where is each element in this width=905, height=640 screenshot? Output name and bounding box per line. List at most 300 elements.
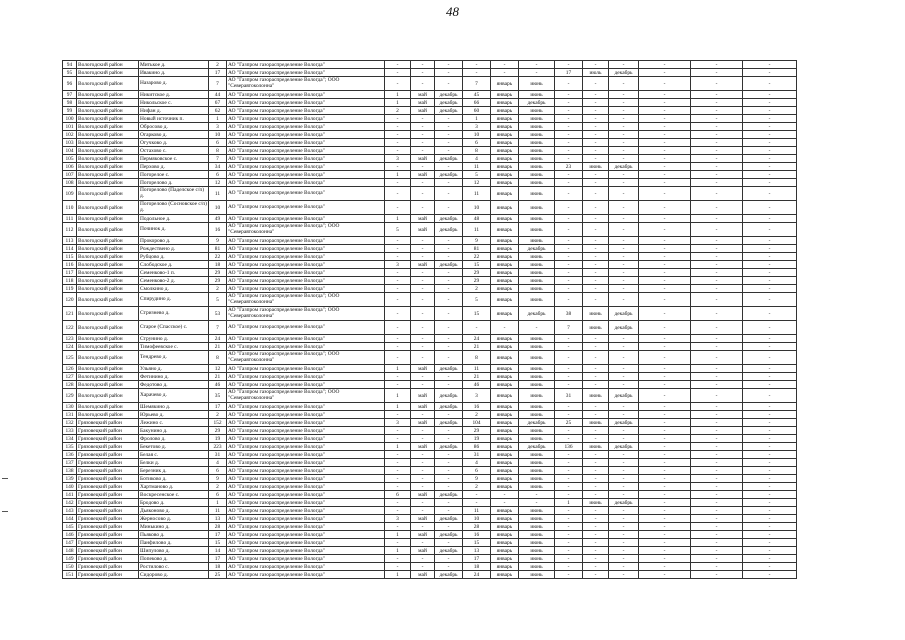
cell-stage1-end: - [435,475,463,483]
cell-stage2-count: 15 [463,307,491,321]
cell-stage2-end: июнь [519,571,555,579]
table-row [63,91,797,99]
cell-stage3-count: - [555,99,583,107]
cell-extra-1: - [639,107,691,115]
cell-settlement: Минькино д. [139,523,209,531]
cell-extra-3: - [743,99,797,107]
cell-stage2-count: - [463,499,491,507]
cell-stage1-end: - [435,69,463,77]
cell-stage1-count: 6 [385,491,411,499]
cell-extra-2: - [691,373,743,381]
cell-stage3-end: - [609,277,639,285]
cell-stage2-end: июнь [519,435,555,443]
cell-stage1-start: май [411,261,435,269]
cell-row-number: 125 [63,351,77,365]
cell-stage3-count: - [555,351,583,365]
table-row [63,435,797,443]
cell-stage1-start: - [411,201,435,215]
cell-stage2-count: 4 [463,155,491,163]
cell-district: Вологодский район [77,115,139,123]
cell-district: Грязовецкий район [77,475,139,483]
cell-stage2-end: июнь [519,201,555,215]
table-row [63,427,797,435]
cell-total-count: 2 [209,483,227,491]
table-row [63,411,797,419]
cell-stage3-start: - [583,365,609,373]
cell-stage3-end: - [609,77,639,91]
cell-stage2-count: 12 [463,179,491,187]
cell-stage2-start: январь [491,547,519,555]
cell-stage1-count: - [385,253,411,261]
cell-stage2-end: - [519,321,555,335]
cell-stage1-start: - [411,293,435,307]
cell-settlement: Нифан д. [139,107,209,115]
table-row [63,237,797,245]
cell-district: Вологодский район [77,131,139,139]
cell-stage3-start: - [583,115,609,123]
cell-stage1-count: - [385,335,411,343]
cell-district: Вологодский район [77,215,139,223]
cell-stage3-count: - [555,139,583,147]
cell-stage1-end: декабрь [435,443,463,451]
cell-stage3-start: - [583,223,609,237]
cell-stage2-count: 6 [463,139,491,147]
cell-stage1-count: 1 [385,389,411,403]
cell-stage1-start: - [411,435,435,443]
cell-organization: АО "Газпром газораспределение Вологда" [227,507,385,515]
cell-district: Вологодский район [77,307,139,321]
cell-stage3-start: - [583,427,609,435]
cell-stage1-end: - [435,343,463,351]
cell-stage1-end: - [435,483,463,491]
cell-stage3-end: декабрь [609,69,639,77]
cell-stage2-start: январь [491,285,519,293]
cell-stage2-start: январь [491,307,519,321]
cell-extra-3: - [743,155,797,163]
margin-mark [2,511,8,512]
cell-district: Грязовецкий район [77,451,139,459]
gasification-schedule-table [62,60,797,579]
cell-district: Вологодский район [77,223,139,237]
cell-district: Грязовецкий район [77,467,139,475]
cell-stage2-count: 6 [463,467,491,475]
cell-total-count: 7 [209,321,227,335]
page-number: 48 [446,4,459,19]
cell-stage2-end: июнь [519,131,555,139]
cell-stage3-count: - [555,531,583,539]
cell-stage2-count: 15 [463,261,491,269]
cell-stage2-count: 29 [463,277,491,285]
cell-stage2-end: июнь [519,507,555,515]
cell-stage3-start: - [583,245,609,253]
cell-total-count: 25 [209,571,227,579]
cell-stage2-count: 48 [463,215,491,223]
cell-settlement: Федотово д. [139,381,209,389]
cell-stage2-start: январь [491,531,519,539]
cell-stage1-end: - [435,373,463,381]
cell-organization: АО "Газпром газораспределение Вологда" [227,107,385,115]
cell-stage1-start: - [411,61,435,69]
cell-stage1-end: декабрь [435,91,463,99]
cell-stage1-end: - [435,285,463,293]
cell-stage2-end: - [519,499,555,507]
cell-stage2-end: июнь [519,459,555,467]
table-row [63,293,797,307]
cell-stage1-end: декабрь [435,261,463,269]
cell-stage1-end: декабрь [435,215,463,223]
cell-stage3-count: - [555,115,583,123]
cell-settlement: Ульяно д. [139,365,209,373]
cell-extra-3: - [743,237,797,245]
cell-stage1-end: декабрь [435,515,463,523]
cell-extra-1: - [639,293,691,307]
cell-extra-2: - [691,253,743,261]
cell-total-count: 49 [209,215,227,223]
cell-total-count: 7 [209,155,227,163]
cell-row-number: 122 [63,321,77,335]
cell-extra-2: - [691,91,743,99]
cell-organization: АО "Газпром газораспределение Вологда" [227,459,385,467]
cell-extra-1: - [639,343,691,351]
table-row [63,547,797,555]
cell-stage2-start: январь [491,381,519,389]
cell-stage3-end: - [609,147,639,155]
cell-stage2-end: июнь [519,123,555,131]
cell-stage2-start: январь [491,261,519,269]
cell-stage2-end: июнь [519,179,555,187]
cell-stage1-start: май [411,547,435,555]
cell-stage1-end: - [435,335,463,343]
cell-settlement: Харачево д. [139,389,209,403]
cell-extra-1: - [639,335,691,343]
cell-organization: АО "Газпром газораспределение Вологда" [227,381,385,389]
cell-district: Вологодский район [77,163,139,171]
cell-stage1-count: - [385,285,411,293]
cell-stage3-end: - [609,427,639,435]
cell-stage1-end: - [435,237,463,245]
cell-settlement: Обросово д. [139,123,209,131]
cell-extra-3: - [743,467,797,475]
cell-stage2-end: июнь [519,277,555,285]
cell-stage2-start: январь [491,115,519,123]
cell-stage1-end: - [435,253,463,261]
cell-organization: АО "Газпром газораспределение Вологда" [227,269,385,277]
cell-stage2-count: 5 [463,171,491,179]
cell-district: Грязовецкий район [77,563,139,571]
cell-stage2-end: декабрь [519,443,555,451]
cell-stage2-count: 2 [463,483,491,491]
cell-extra-3: - [743,373,797,381]
cell-stage3-start: - [583,99,609,107]
cell-extra-3: - [743,187,797,201]
table-row [63,163,797,171]
cell-stage3-count: - [555,187,583,201]
cell-stage2-start: январь [491,539,519,547]
cell-extra-3: - [743,563,797,571]
cell-total-count: 35 [209,389,227,403]
cell-stage1-count: - [385,451,411,459]
table-row [63,571,797,579]
table-row [63,499,797,507]
cell-settlement: Юрьево д. [139,411,209,419]
cell-stage1-count: - [385,277,411,285]
cell-stage1-start: май [411,91,435,99]
cell-settlement: Ботиково д. [139,475,209,483]
cell-stage1-end: - [435,139,463,147]
cell-stage1-count: - [385,131,411,139]
cell-stage2-start: январь [491,451,519,459]
cell-extra-2: - [691,523,743,531]
cell-stage1-count: 1 [385,99,411,107]
cell-extra-2: - [691,365,743,373]
table-row [63,307,797,321]
cell-stage2-start: январь [491,403,519,411]
cell-settlement: Ивакино д. [139,69,209,77]
cell-row-number: 115 [63,253,77,261]
cell-organization: АО "Газпром газораспределение Вологда" [227,215,385,223]
cell-extra-3: - [743,269,797,277]
cell-stage1-count: 3 [385,419,411,427]
table-row [63,253,797,261]
cell-extra-1: - [639,245,691,253]
cell-district: Грязовецкий район [77,547,139,555]
cell-stage2-end: июнь [519,563,555,571]
cell-extra-2: - [691,499,743,507]
cell-extra-1: - [639,155,691,163]
cell-extra-2: - [691,555,743,563]
cell-stage2-start: январь [491,245,519,253]
cell-stage1-start: май [411,419,435,427]
cell-stage1-end: - [435,507,463,515]
cell-extra-3: - [743,555,797,563]
cell-stage2-end: июнь [519,475,555,483]
cell-stage3-end: - [609,215,639,223]
table-row [63,139,797,147]
cell-stage2-count: 66 [463,99,491,107]
cell-stage1-end: - [435,61,463,69]
cell-stage3-end: - [609,373,639,381]
cell-district: Вологодский район [77,293,139,307]
cell-stage2-start: январь [491,293,519,307]
cell-row-number: 126 [63,365,77,373]
cell-settlement: Сидорово д. [139,571,209,579]
cell-row-number: 134 [63,435,77,443]
table-row [63,475,797,483]
cell-stage2-count: 11 [463,365,491,373]
cell-stage2-end: июнь [519,223,555,237]
cell-row-number: 123 [63,335,77,343]
cell-settlement: Лежино с. [139,419,209,427]
cell-district: Вологодский район [77,107,139,115]
cell-stage3-end: - [609,261,639,269]
cell-stage1-start: май [411,389,435,403]
cell-stage1-count: - [385,507,411,515]
cell-extra-3: - [743,77,797,91]
cell-stage2-start: январь [491,571,519,579]
cell-district: Вологодский район [77,91,139,99]
cell-row-number: 94 [63,61,77,69]
table-row [63,335,797,343]
cell-extra-1: - [639,523,691,531]
cell-stage3-start: - [583,107,609,115]
cell-stage2-end: июнь [519,467,555,475]
cell-organization: АО "Газпром газораспределение Вологда" [227,115,385,123]
cell-extra-3: - [743,171,797,179]
cell-stage2-end: июнь [519,107,555,115]
cell-stage3-count: 23 [555,163,583,171]
cell-stage3-start: июнь [583,321,609,335]
cell-stage1-count: 5 [385,223,411,237]
cell-row-number: 127 [63,373,77,381]
cell-total-count: 81 [209,245,227,253]
cell-total-count: 29 [209,427,227,435]
cell-stage2-start: январь [491,427,519,435]
cell-stage2-end: декабрь [519,307,555,321]
cell-stage3-count: - [555,261,583,269]
cell-row-number: 151 [63,571,77,579]
cell-organization: АО "Газпром газораспределение Вологда" [227,365,385,373]
cell-stage1-start: - [411,307,435,321]
cell-settlement: Погорелово (Паделское с/п) д. [139,187,209,201]
cell-settlement: Пьяково д. [139,531,209,539]
cell-stage3-count: 17 [555,69,583,77]
cell-district: Грязовецкий район [77,507,139,515]
cell-total-count: 3 [209,123,227,131]
cell-organization: АО "Газпром газораспределение Вологда" [227,61,385,69]
cell-organization: АО "Газпром газораспределение Вологда" [227,131,385,139]
cell-row-number: 110 [63,201,77,215]
cell-row-number: 97 [63,91,77,99]
cell-stage3-count: - [555,179,583,187]
cell-total-count: 29 [209,277,227,285]
cell-stage1-end: - [435,467,463,475]
cell-extra-1: - [639,215,691,223]
cell-extra-2: - [691,389,743,403]
cell-district: Вологодский район [77,335,139,343]
cell-stage1-end: декабрь [435,171,463,179]
cell-stage1-count: - [385,459,411,467]
cell-extra-3: - [743,335,797,343]
cell-stage3-end: - [609,523,639,531]
cell-stage3-count: - [555,277,583,285]
cell-extra-1: - [639,381,691,389]
cell-stage1-start: май [411,491,435,499]
cell-settlement: Погорелово д. [139,179,209,187]
cell-stage1-start: - [411,187,435,201]
cell-stage3-count: - [555,107,583,115]
cell-stage3-start: - [583,403,609,411]
cell-stage3-count: - [555,131,583,139]
cell-extra-1: - [639,531,691,539]
cell-stage1-end: - [435,411,463,419]
cell-stage2-count: 4 [463,459,491,467]
cell-stage3-count: - [555,563,583,571]
cell-stage1-end: - [435,381,463,389]
cell-stage2-end: июнь [519,293,555,307]
cell-row-number: 132 [63,419,77,427]
cell-stage2-end: июнь [519,261,555,269]
cell-stage1-count: 1 [385,531,411,539]
cell-organization: АО "Газпром газораспределение Вологда" [227,403,385,411]
cell-stage2-end: июнь [519,253,555,261]
cell-district: Вологодский район [77,253,139,261]
cell-stage3-end: - [609,467,639,475]
cell-district: Вологодский район [77,139,139,147]
cell-district: Грязовецкий район [77,555,139,563]
cell-stage1-start: - [411,381,435,389]
cell-stage2-end: июнь [519,77,555,91]
cell-extra-2: - [691,307,743,321]
cell-district: Вологодский район [77,99,139,107]
cell-organization: АО "Газпром газораспределение Вологда" [227,163,385,171]
cell-stage3-count: - [555,335,583,343]
cell-stage1-start: - [411,131,435,139]
cell-extra-2: - [691,223,743,237]
cell-stage2-start: январь [491,507,519,515]
cell-stage2-count: 31 [463,451,491,459]
cell-extra-2: - [691,467,743,475]
margin-mark [2,478,8,479]
cell-settlement: Слободское д. [139,261,209,269]
cell-stage2-end: декабрь [519,99,555,107]
cell-stage1-start: май [411,403,435,411]
cell-organization: АО "Газпром газораспределение Вологда" [227,253,385,261]
table-row [63,269,797,277]
cell-extra-3: - [743,365,797,373]
cell-stage2-start: январь [491,277,519,285]
cell-stage1-end: декабрь [435,99,463,107]
cell-stage1-count: - [385,307,411,321]
cell-stage1-start: - [411,321,435,335]
cell-total-count: 21 [209,343,227,351]
cell-stage3-end: - [609,107,639,115]
cell-extra-2: - [691,245,743,253]
table-row [63,61,797,69]
cell-extra-1: - [639,69,691,77]
cell-stage2-end: июнь [519,187,555,201]
cell-stage1-end: декабрь [435,389,463,403]
cell-stage1-start: - [411,555,435,563]
cell-stage1-end: - [435,245,463,253]
cell-extra-3: - [743,131,797,139]
cell-stage1-end: - [435,563,463,571]
cell-total-count: 62 [209,107,227,115]
cell-extra-2: - [691,381,743,389]
cell-district: Вологодский район [77,365,139,373]
cell-stage3-count: - [555,77,583,91]
cell-stage2-start: январь [491,187,519,201]
cell-stage2-end: июнь [519,531,555,539]
cell-stage2-end: июнь [519,451,555,459]
cell-stage3-start: - [583,261,609,269]
cell-district: Грязовецкий район [77,523,139,531]
cell-settlement: Починок д. [139,223,209,237]
table-row [63,131,797,139]
cell-stage3-end: декабрь [609,389,639,403]
cell-extra-3: - [743,515,797,523]
cell-stage2-count: - [463,69,491,77]
cell-stage2-end: декабрь [519,419,555,427]
cell-extra-2: - [691,61,743,69]
cell-stage1-end: декабрь [435,107,463,115]
cell-stage1-end: - [435,115,463,123]
cell-stage2-start: - [491,321,519,335]
table-row [63,459,797,467]
cell-extra-3: - [743,475,797,483]
cell-row-number: 102 [63,131,77,139]
cell-stage1-start: - [411,475,435,483]
cell-extra-3: - [743,179,797,187]
